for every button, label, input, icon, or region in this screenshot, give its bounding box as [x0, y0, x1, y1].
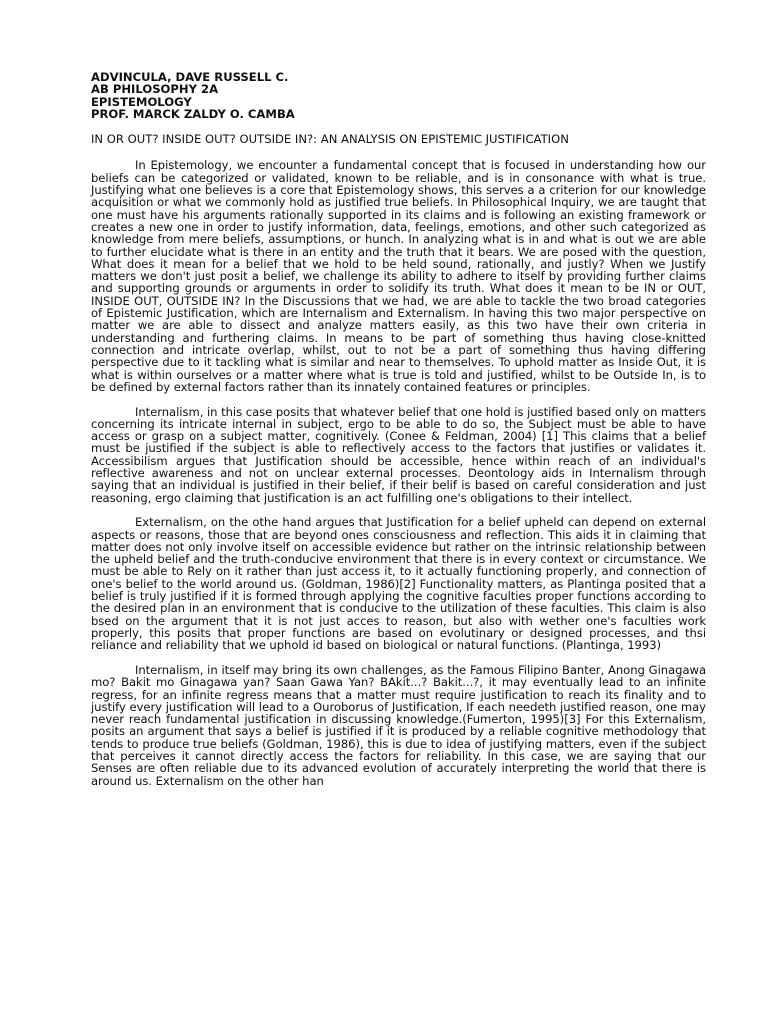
document-title: IN OR OUT? INSIDE OUT? OUTSIDE IN?: AN ANALYSIS ON EPISTEMIC JUSTIFICATION	[91, 132, 569, 147]
paragraph-intro: In Epistemology, we encounter a fundamental concept that is focused in understanding how our beliefs can be categorized or validated, known to be reliable, and is in consonance with what is true. Justifying what one believes is a core that Epistemology shows, this serves a a criterion for our knowledge acquisition or what we commonly hold as justified true beliefs. In Philosophical Inquiry, we are taught that one must have his arguments rationally supported in its claims and is following an existing framework or creates a new one in order to justify information, data, feelings, emotions, and other such categorized as knowledge from mere beliefs, assumptions, or hunch. In analyzing what is in and what is out we are able to further elucidate what is there in an entity and the truth that it bears. We are posed with the question, What does it mean for a belief that we hold to be held sound, rationally, and justly? When we Justify matters we don't just posit a belief, we challenge its ability to adhere to itself by providing further claims and supporting grounds or arguments in order to solidify its truth. What does it mean to be IN or OUT, INSIDE OUT, OUTSIDE IN? In the Discussions that we had, we are able to tackle the two broad categories of Epistemic Justification, which are Internalism and Externalism. In having this two major perspective on matter we are able to dissect and analyze matters easily, as this two have their own criteria in understanding and furthering claims. In means to be part of something thus having close-knitted connection and intricate overlap, whilst, out to not be a part of something thus having differing perspective due to it tackling what is similar and near to themselves. To uphold matter as Inside Out, it is what is within ourselves or a matter where what is true is told and justified, whilst to be Outside In, is to be defined by external factors rather than its innately contained features or principles.	[91, 158, 706, 394]
program-label: AB PHILOSOPHY 2A	[91, 82, 219, 97]
author-name: ADVINCULA, DAVE RUSSELL C.	[91, 70, 289, 84]
paragraph-internalism: Internalism, in this case posits that whatever belief that one hold is justified based only on matters concerning its intricate internal in subject, ergo to be able to do so, the Subject must be able to have access or grasp on a subject matter, cognitively. (Conee & Feldman, 2004) [1] This claims that a belief must be justified if the subject is able to reflectively access to the factors that justifies or validates it. Accessibilism argues that Justification should be accessible, hence within reach of an individual's reflective awareness and not on unclear external processes. Deontology aids in Internalism through saying that an individual is justified in their belief, if their belif is based on careful consideration and just reasoning, ergo claiming that justification is an act fulfilling one's obligations to their intellect.	[91, 404, 706, 505]
course-label: EPISTEMOLOGY	[91, 94, 192, 109]
professor-name: PROF. MARCK ZALDY O. CAMBA	[91, 106, 295, 121]
header-block	[91, 71, 706, 120]
paragraph-externalism: Externalism, on the othe hand argues that Justification for a belief upheld can depend on external aspects or reasons, those that are beyond ones consciousness and reflection. This aids it in claiming that matter does not only involve itself on accessible evidence but rather on the intrinsic relationship between the upheld belief and the truth-conducive environment that there is in every context or circumstance. We must be able to Rely on it rather than just access it, to it actually functioning properly, and connection of one's belief to the world around us. (Goldman, 1986)[2] Functionality matters, as Plantinga posited that a belief is truly justified if it is formed through applying the cognitive faculties proper functions according to the desired plan in an environment that is conducive to the utilization of these faculties. This claim is also bsed on the argument that it is not just acces to reason, but also with wether one's faculties work properly, this posits that proper functions are based on evolutinary or designed processes, and thsi reliance and reliability that we uphold id based on biological or natural functions. (Plantinga, 1993)	[91, 515, 706, 653]
paragraph-challenges: Internalism, in itself may bring its own challenges, as the Famous Filipino Banter, Anong Ginagawa mo? Bakit mo Ginagawa yan? Saan Gawa Yan? BAkit...? Bakit...?, it may eventually lead to an infinite regress, for an infinite regress means that a matter must require justification to reach its finality and to justify every justification will lead to a Ouroborus of Justification, If each needeth justified reason, one may never reach fundamental justification in discussing knowledge.(Fumerton, 1995)[3] For this Externalism, posits an argument that says a belief is justified if it is produced by a reliable cognitive methodology that tends to produce true beliefs (Goldman, 1986), this is due to idea of justifying matters, even if the subject that perceives it cannot directly access the factors for reliability. In this case, we are saying that our Senses are often reliable due to its advanced evolution of accurately interpreting the world that there is around us. Externalism on the other han	[91, 662, 706, 788]
